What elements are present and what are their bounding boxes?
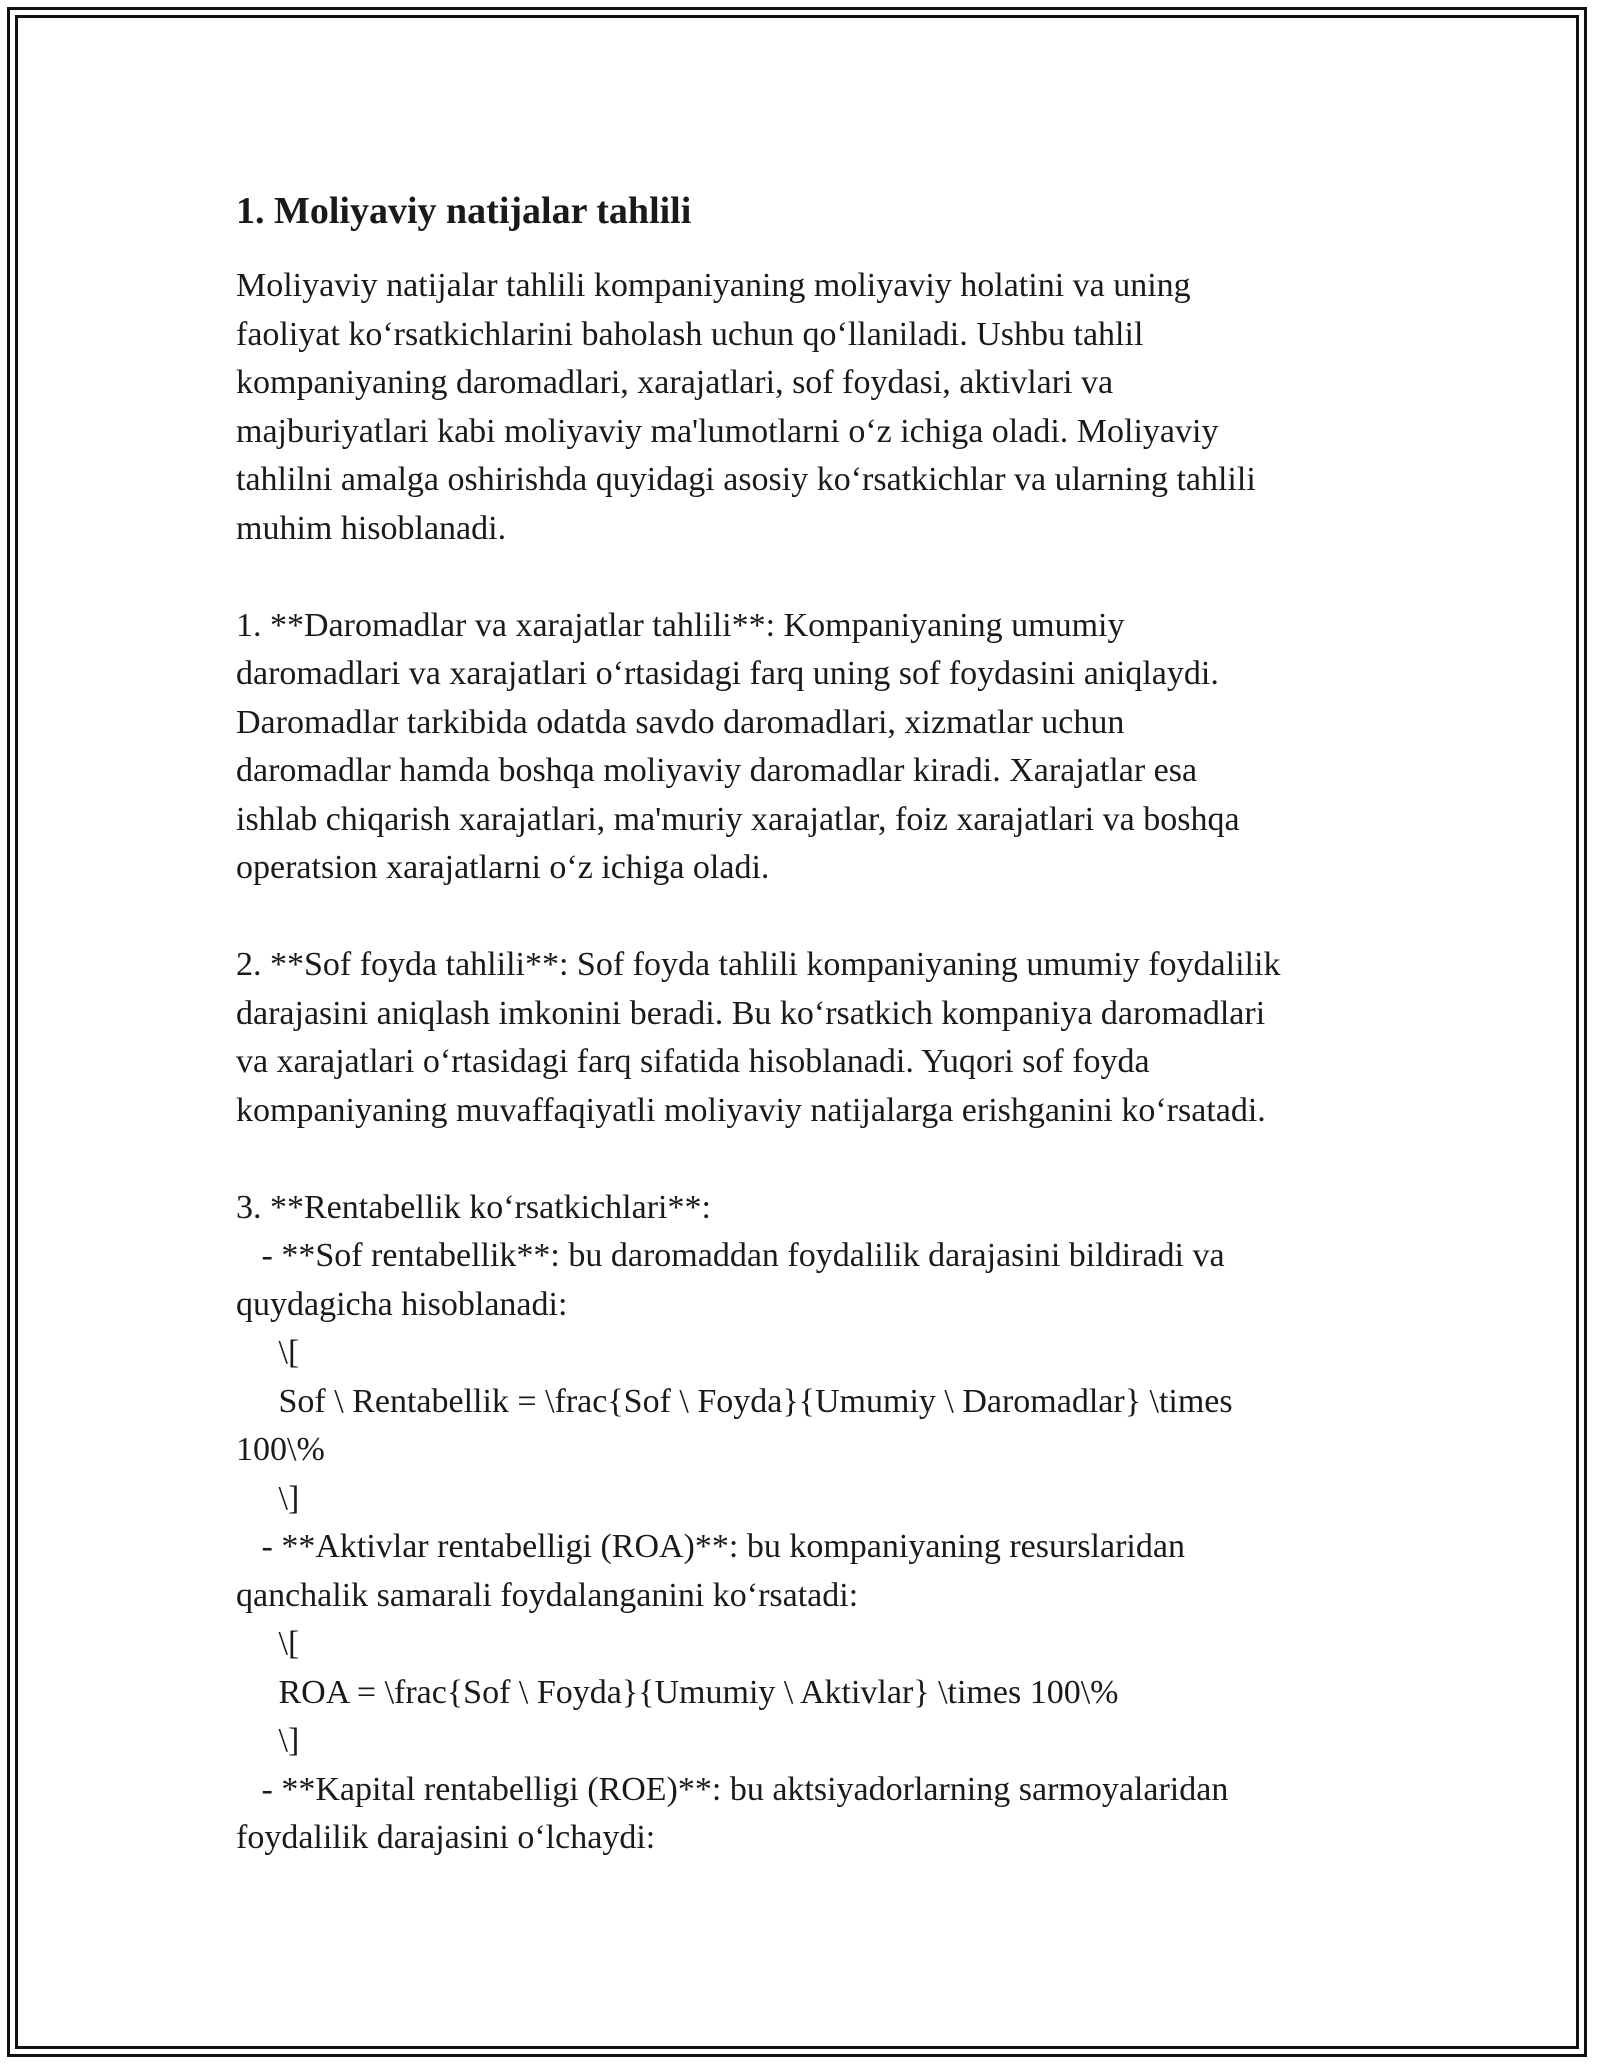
text-line: - **Sof rentabellik**: bu daromaddan foydalilik darajasini bildiradi va (236, 1237, 1225, 1274)
text-line: faoliyat ko‘rsatkichlarini baholash uchun qo‘llaniladi. Ushbu tahlil (236, 315, 1144, 353)
text-line: muhim hisoblanadi. (236, 509, 507, 547)
text-line: ishlab chiqarish xarajatlari, ma'muriy xarajatlar, foiz xarajatlari va boshqa (236, 800, 1240, 838)
profitability-paragraph (236, 1184, 1386, 1863)
text-line: 1. **Daromadlar va xarajatlar tahlili**: Kompaniyaning umumiy (236, 606, 1125, 644)
text-line: daromadlar hamda boshqa moliyaviy daromadlar kiradi. Xarajatlar esa (236, 752, 1198, 789)
formula-line: ROA = \frac{Sof \ Foyda}{Umumiy \ Aktivlar} \times 100\% (236, 1673, 1119, 1711)
text-line: Moliyaviy natijalar tahlili kompaniyaning moliyaviy holatini va uning (236, 267, 1191, 304)
section-heading: 1. Moliyaviy natijalar tahlili (236, 190, 692, 232)
document-body (236, 186, 1386, 1863)
net-profit-paragraph (236, 941, 1386, 1135)
formula-line: \] (236, 1479, 300, 1517)
formula-line: \[ (236, 1625, 300, 1662)
formula-line: Sof \ Rentabellik = \frac{Sof \ Foyda}{Umumiy \ Daromadlar} \times (236, 1382, 1233, 1420)
text-line: majburiyatlari kabi moliyaviy ma'lumotlarni o‘z ichiga oladi. Moliyaviy (236, 412, 1219, 450)
text-line: 2. **Sof foyda tahlili**: Sof foyda tahlili kompaniyaning umumiy foydalilik (236, 946, 1281, 983)
text-line: quydagicha hisoblanadi: (236, 1285, 568, 1323)
formula-line: 100\% (236, 1431, 325, 1468)
formula-line: \] (236, 1722, 300, 1759)
text-line: operatsion xarajatlarni o‘z ichiga oladi. (236, 849, 770, 886)
text-line: va xarajatlari o‘rtasidagi farq sifatida hisoblanadi. Yuqori sof foyda (236, 1043, 1150, 1080)
text-line: - **Aktivlar rentabelligi (ROA)**: bu kompaniyaning resurslaridan (236, 1528, 1185, 1565)
text-line: kompaniyaning muvaffaqiyatli moliyaviy natijalarga erishganini ko‘rsatadi. (236, 1091, 1266, 1129)
paragraph-gap (236, 1135, 1386, 1184)
formula-line: \[ (236, 1334, 300, 1371)
text-line: Daromadlar tarkibida odatda savdo daromadlari, xizmatlar uchun (236, 703, 1125, 741)
text-line: daromadlari va xarajatlari o‘rtasidagi farq uning sof foydasini aniqlaydi. (236, 655, 1219, 692)
text-line: kompaniyaning daromadlari, xarajatlari, sof foydasi, aktivlari va (236, 364, 1114, 401)
text-line: darajasini aniqlash imkonini beradi. Bu ko‘rsatkich kompaniya daromadlari (236, 994, 1266, 1032)
text-line: 3. **Rentabellik ko‘rsatkichlari**: (236, 1188, 711, 1226)
text-line: qanchalik samarali foydalanganini ko‘rsatadi: (236, 1576, 859, 1614)
text-line: - **Kapital rentabelligi (ROE)**: bu aktsiyadorlarning sarmoyalaridan (236, 1770, 1229, 1808)
text-line: foydalilik darajasini o‘lchaydi: (236, 1819, 656, 1856)
text-line: tahlilni amalga oshirishda quyidagi asosiy ko‘rsatkichlar va ularning tahlili (236, 461, 1256, 498)
income-expense-paragraph (236, 602, 1386, 893)
paragraph-gap (236, 553, 1386, 602)
intro-paragraph (236, 262, 1386, 553)
paragraph-gap (236, 893, 1386, 942)
